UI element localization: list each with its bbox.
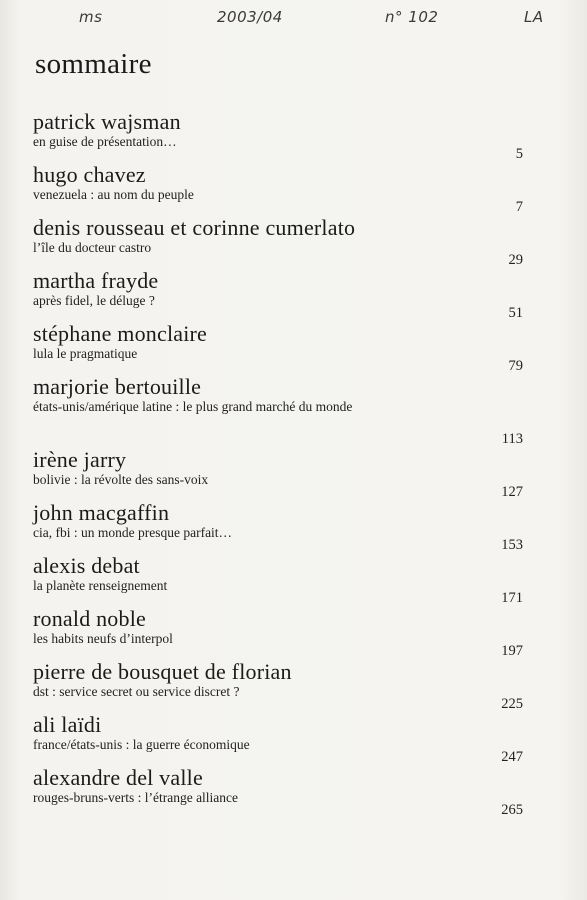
toc-article-title: après fidel, le déluge ? bbox=[33, 293, 155, 308]
toc-article-title: lula le pragmatique bbox=[33, 346, 138, 361]
toc-author: irène jarry bbox=[33, 447, 127, 472]
toc-page-number: 113 bbox=[501, 431, 523, 447]
toc-author: patrick wajsman bbox=[33, 109, 181, 134]
toc-page-number: 7 bbox=[515, 199, 523, 215]
toc-author: stéphane monclaire bbox=[33, 321, 208, 346]
toc-article-title: venezuela : au nom du peuple bbox=[33, 187, 194, 202]
toc-article-title: france/états-unis : la guerre économique bbox=[33, 737, 250, 752]
toc-entry[interactable] bbox=[33, 712, 523, 766]
toc-entry[interactable] bbox=[33, 500, 523, 554]
toc-article-title: états-unis/amérique latine : le plus grand marché du monde bbox=[33, 399, 353, 414]
toc-entry[interactable] bbox=[33, 374, 523, 448]
toc-article-title: bolivie : la révolte des sans-voix bbox=[33, 472, 209, 487]
toc-page-number: 79 bbox=[508, 358, 523, 374]
toc-page-number: 51 bbox=[508, 305, 523, 321]
toc-author: pierre de bousquet de florian bbox=[33, 659, 292, 684]
toc-page-number: 225 bbox=[501, 696, 523, 712]
toc-page-number: 127 bbox=[501, 484, 523, 500]
toc-page-number: 265 bbox=[501, 802, 523, 818]
toc-entry[interactable] bbox=[33, 321, 523, 375]
toc-author: marjorie bertouille bbox=[33, 374, 202, 399]
page-title: sommaire bbox=[35, 48, 152, 80]
toc-article-title: dst : service secret ou service discret ? bbox=[33, 684, 240, 699]
toc-article-title: cia, fbi : un monde presque parfait… bbox=[33, 525, 233, 540]
toc-author: martha frayde bbox=[33, 268, 159, 293]
toc-page-number: 153 bbox=[501, 537, 523, 553]
toc-author: hugo chavez bbox=[33, 162, 146, 187]
toc-article-title: les habits neufs d’interpol bbox=[33, 631, 173, 646]
toc-author: alexis debat bbox=[33, 553, 140, 578]
toc-author: ronald noble bbox=[33, 606, 146, 631]
toc-author: john macgaffin bbox=[33, 500, 170, 525]
toc-author: denis rousseau et corinne cumerlato bbox=[33, 215, 356, 240]
toc-article-title: la planète renseignement bbox=[33, 578, 168, 593]
toc-entry[interactable] bbox=[33, 606, 523, 660]
toc-entry[interactable] bbox=[33, 268, 523, 322]
toc-entry[interactable] bbox=[33, 659, 523, 713]
handwritten-issue-number: n° 102 bbox=[385, 8, 439, 26]
toc-page-number: 5 bbox=[515, 146, 523, 162]
handwritten-note: LA bbox=[524, 8, 544, 26]
toc-page-number: 197 bbox=[501, 643, 523, 659]
toc-author: ali laïdi bbox=[33, 712, 102, 737]
toc-entry[interactable] bbox=[33, 553, 523, 607]
handwritten-date: 2003/04 bbox=[217, 8, 283, 26]
toc-page-number: 29 bbox=[508, 252, 523, 268]
toc-entry[interactable] bbox=[33, 765, 523, 819]
toc-page-number: 171 bbox=[501, 590, 523, 606]
toc-article-title: l’île du docteur castro bbox=[33, 240, 152, 255]
toc-page-number: 247 bbox=[501, 749, 523, 765]
toc-entry[interactable] bbox=[33, 447, 523, 501]
toc-article-title: en guise de présentation… bbox=[33, 134, 177, 149]
toc-entry[interactable] bbox=[33, 109, 523, 163]
handwritten-note: ms bbox=[79, 8, 103, 26]
toc-entry[interactable] bbox=[33, 215, 523, 269]
toc-entry[interactable] bbox=[33, 162, 523, 216]
toc-article-title: rouges-bruns-verts : l’étrange alliance bbox=[33, 790, 239, 805]
table-of-contents bbox=[33, 109, 523, 819]
toc-author: alexandre del valle bbox=[33, 765, 203, 790]
